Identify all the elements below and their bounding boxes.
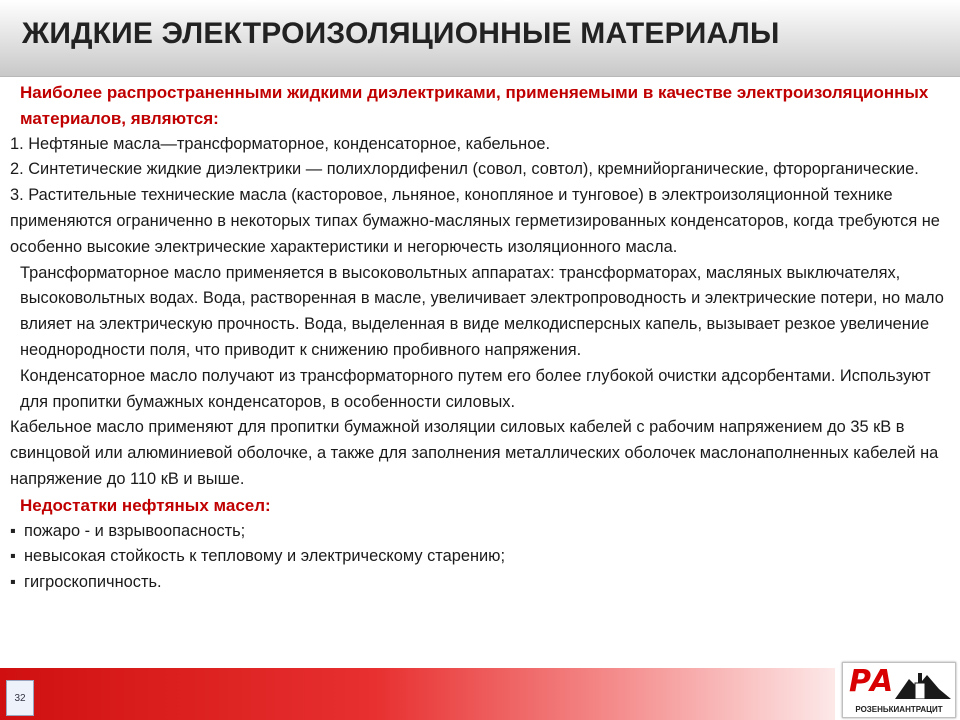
slide-number [6, 680, 34, 716]
list-item-1: 1. Нефтяные масла—трансформаторное, конденсаторное, кабельное. [10, 134, 551, 153]
mine-building-icon [895, 671, 951, 699]
drawback-text: невысокая стойкость к тепловому и электрическому старению; [24, 547, 505, 566]
slide-header [0, 0, 960, 77]
paragraph-transformer-oil: Трансформаторное масло применяется в высоковольтных аппаратах: трансформаторах, масляных выключателях, высоковольтных водах. Вода, растворенная в масле, увеличивает электропроводность и электрические потери, но мало влияет на электрическую прочность. Вода, выделенная в виде мелкодисперсных капель, вызывает резкое увеличение неоднородности поля, что приводит к снижению пробивного напряжения. [20, 263, 944, 359]
logo-caption: РОЗЕНЬКИАНТРАЦИТ [855, 705, 943, 714]
paragraph-cable-oil: Кабельное масло применяют для пропитки бумажной изоляции силовых кабелей с рабочим напряжением до 35 кВ в свинцовой или алюминиевой оболочке, а также для заполнения металлических оболочек маслонаполненных кабелей на напряжение до 110 кВ и выше. [10, 418, 939, 488]
drawback-item [10, 570, 945, 596]
bullet-icon: ▪ [10, 573, 16, 592]
intro-heading: Наиболее распространенными жидкими диэлектриками, применяемыми в качестве электроизоляционных материалов, являются: [20, 83, 929, 128]
drawback-text: пожаро - и взрывоопасность; [24, 521, 246, 540]
slide-number-text: 32 [14, 692, 26, 704]
slide-body [10, 80, 945, 596]
bullet-icon: ▪ [10, 521, 16, 540]
drawback-text: гигроскопичность. [24, 573, 162, 592]
logo-mark: РА [849, 664, 893, 699]
slide-title: ЖИДКИЕ ЭЛЕКТРОИЗОЛЯЦИОННЫЕ МАТЕРИАЛЫ [22, 17, 780, 50]
paragraph-capacitor-oil: Конденсаторное масло получают из трансформаторного путем его более глубокой очистки адсорбентами. Используют для пропитки бумажных конденсаторов, в особенности силовых. [20, 366, 931, 411]
list-item-2: 2. Синтетические жидкие диэлектрики — полихлордифенил (совол, совтол), кремнийорганические, фторорганические. [10, 160, 919, 179]
drawback-item [10, 544, 945, 570]
company-logo [842, 662, 956, 718]
drawbacks-heading: Недостатки нефтяных масел: [20, 495, 271, 515]
list-item-3: 3. Растительные технические масла (касторовое, льняное, конопляное и тунговое) в электроизоляционной технике применяются ограниченно в некоторых типах бумажно-масляных герметизированных конденсаторов, когда требуются не особенно высокие электрические характеристики и негорючесть изоляционного масла. [10, 186, 940, 256]
drawback-item [10, 519, 945, 545]
bullet-icon: ▪ [10, 547, 16, 566]
footer-bar [0, 668, 835, 720]
